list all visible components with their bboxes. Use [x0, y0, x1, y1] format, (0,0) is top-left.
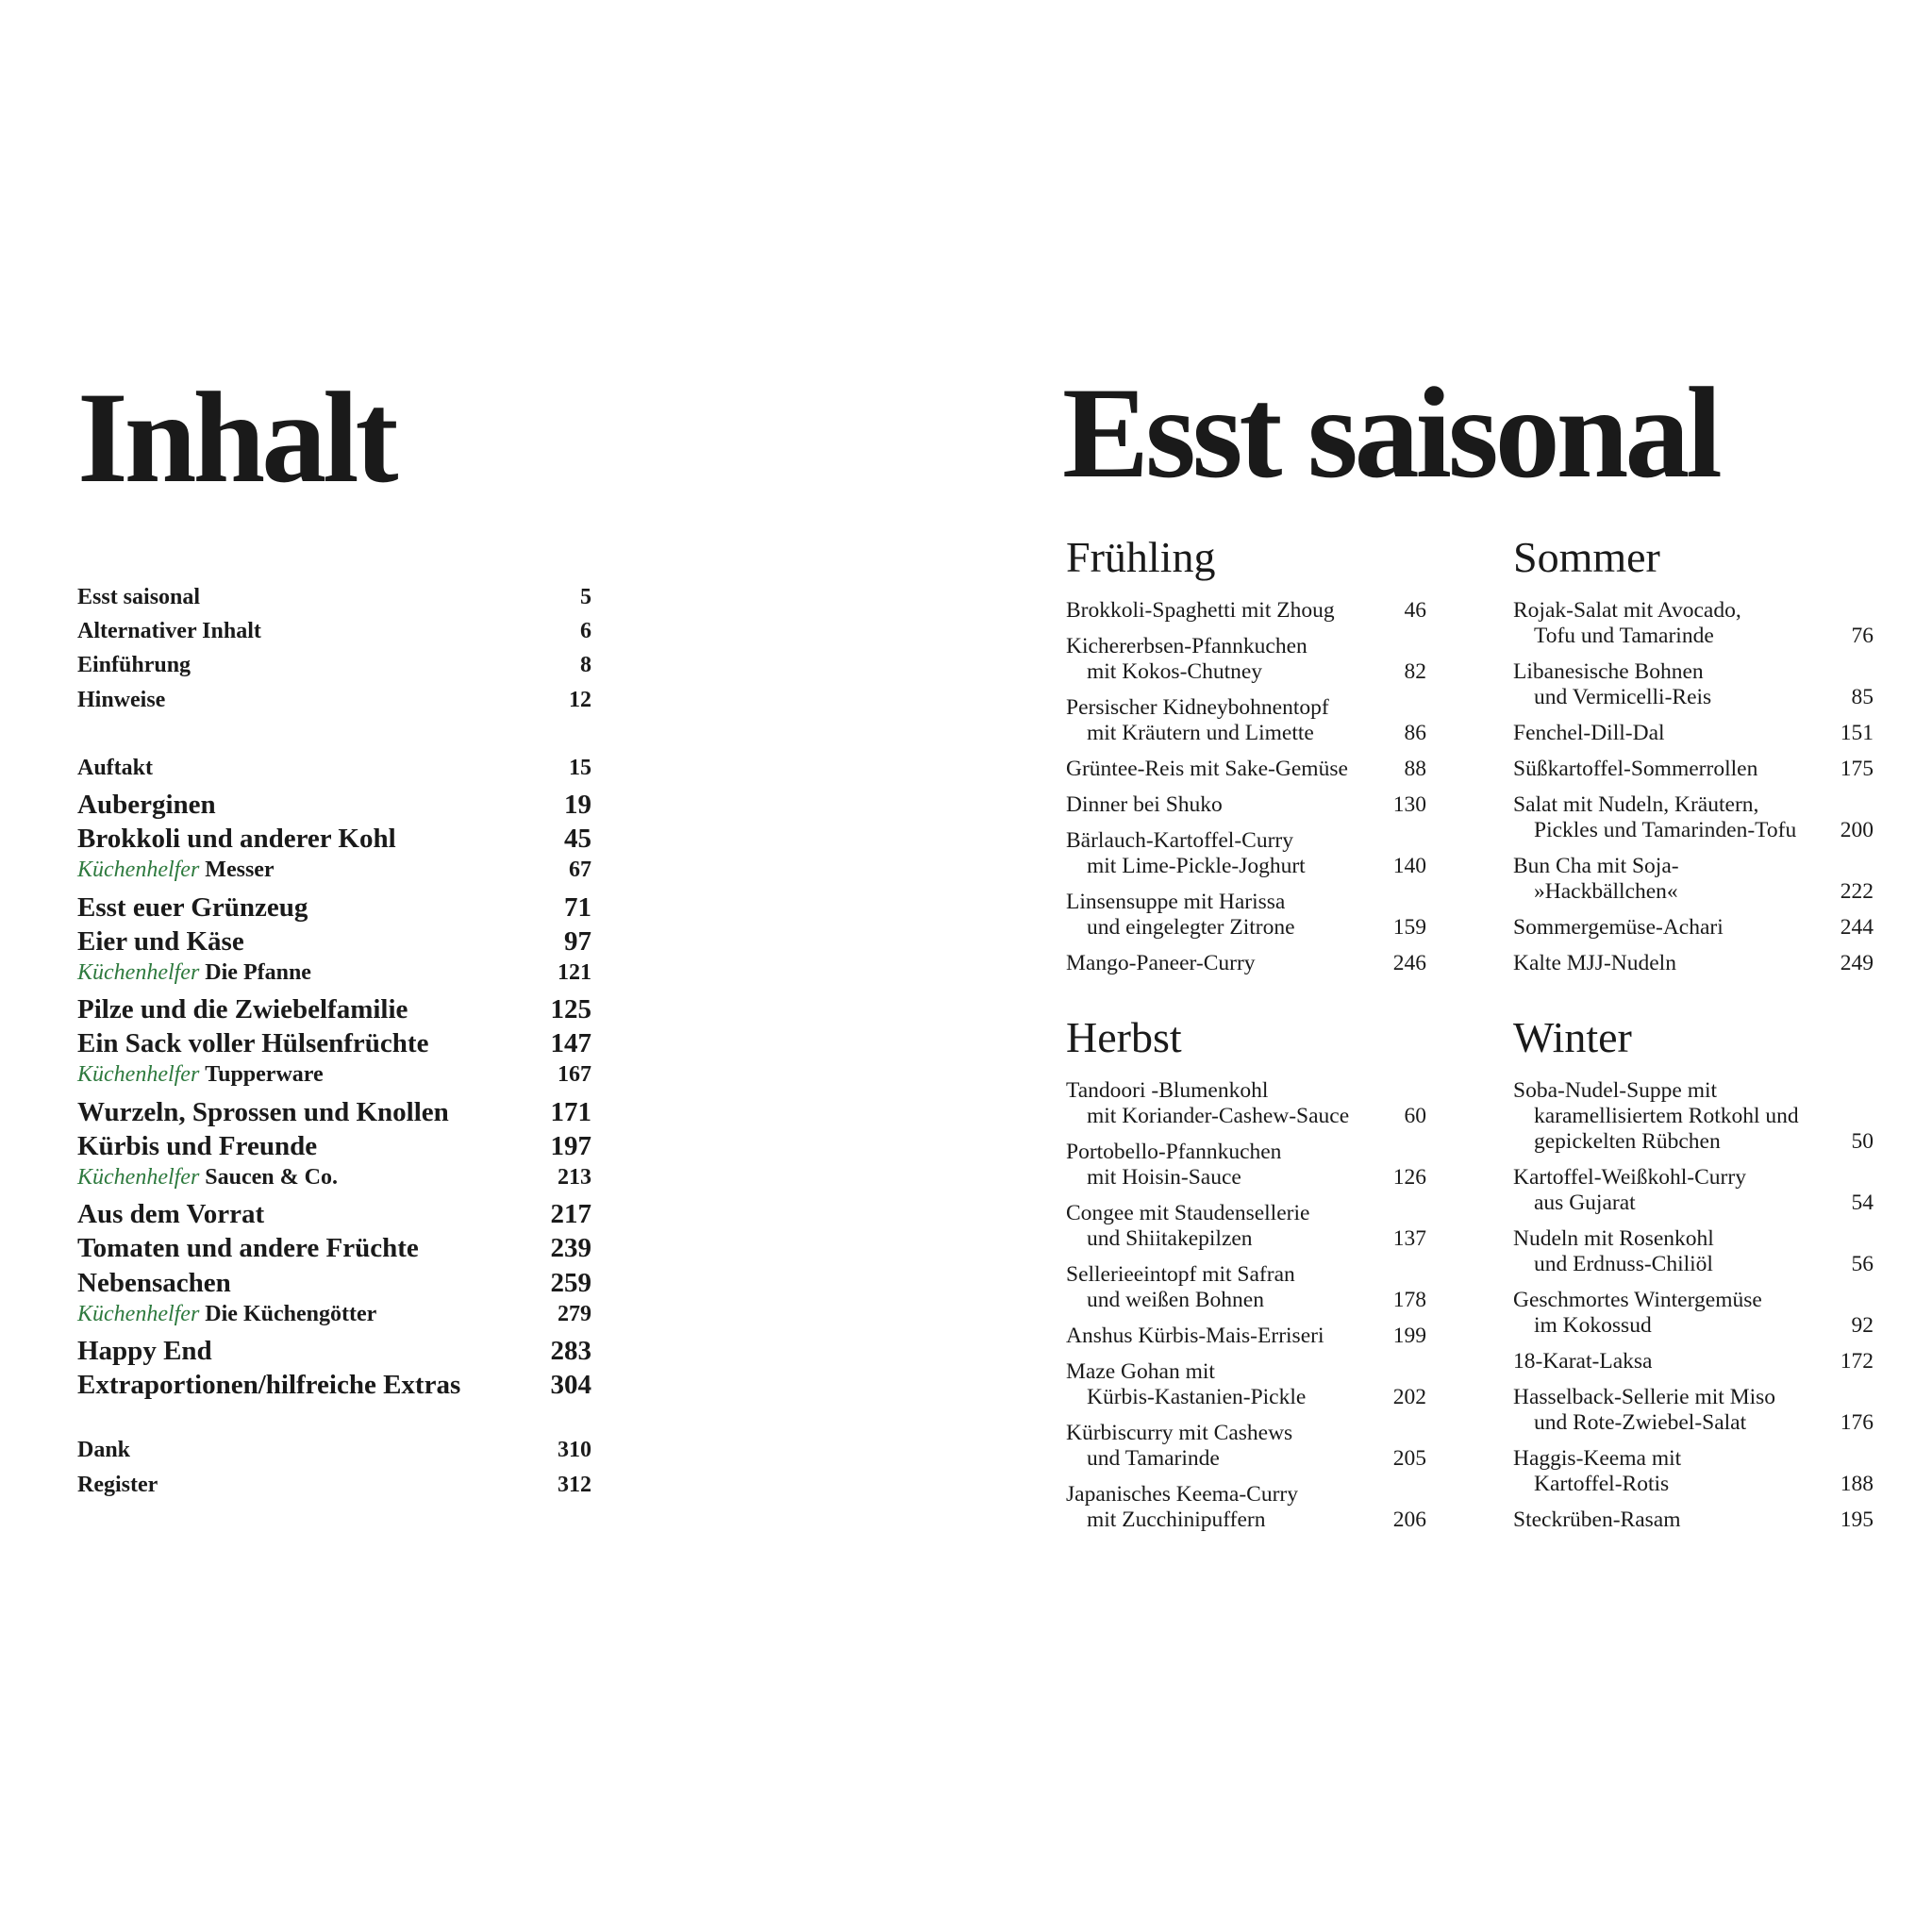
- toc-entry-label: Register: [77, 1472, 158, 1497]
- left-page: [77, 0, 606, 1932]
- kuechenhelfer-label: Küchenhelfer: [77, 959, 200, 985]
- recipe-entry[interactable]: [1513, 1226, 1874, 1277]
- recipe-entry[interactable]: [1066, 1421, 1426, 1472]
- recipe-page-number: 92: [1851, 1313, 1874, 1338]
- page-title: Inhalt: [77, 365, 395, 509]
- recipe-entry[interactable]: [1513, 1288, 1874, 1339]
- recipe-title-line: und Shiitakepilzen: [1087, 1226, 1253, 1251]
- season-herbst: [1066, 1013, 1426, 1543]
- toc-entry[interactable]: [77, 892, 591, 926]
- recipe-page-number: 85: [1851, 685, 1874, 709]
- toc-entry-page: 171: [550, 1096, 591, 1127]
- recipe-title-line: Geschmortes Wintergemüse: [1513, 1288, 1762, 1312]
- recipe-page-number: 222: [1840, 879, 1874, 904]
- toc-entry-title: [77, 892, 308, 924]
- toc-entry[interactable]: [77, 756, 591, 790]
- recipe-page-number: 206: [1392, 1507, 1426, 1532]
- toc-entry-page: 6: [580, 619, 591, 644]
- toc-entry-label: Ein Sack voller Hülsenfrüchte: [77, 1028, 429, 1059]
- toc-entry-title: [77, 1028, 428, 1059]
- toc-entry-title: [77, 1131, 317, 1162]
- toc-entry[interactable]: [77, 824, 591, 858]
- recipe-title-line: mit Kokos-Chutney: [1087, 659, 1263, 684]
- right-page: [1062, 0, 1892, 1932]
- toc-entry[interactable]: [77, 1473, 591, 1507]
- toc-entry-label: Hinweise: [77, 687, 166, 712]
- toc-entry[interactable]: [77, 1438, 591, 1472]
- recipe-title-line: Süßkartoffel-Sommerrollen: [1513, 757, 1758, 781]
- recipe-title-line: und Rote-Zwiebel-Salat: [1534, 1410, 1747, 1435]
- recipe-title-line: Portobello-Pfannkuchen: [1066, 1140, 1282, 1164]
- toc-entry-page: 97: [564, 925, 591, 957]
- recipe-entry[interactable]: [1066, 598, 1426, 624]
- kuechenhelfer-label: Küchenhelfer: [77, 1062, 200, 1088]
- recipe-title-line: mit Zucchinipuffern: [1087, 1507, 1266, 1532]
- recipe-title-line: Kartoffel-Weißkohl-Curry: [1513, 1165, 1746, 1190]
- recipe-title-line: Sommergemüse-Achari: [1513, 915, 1724, 940]
- toc-entry[interactable]: [77, 1165, 591, 1199]
- recipe-page-number: 137: [1392, 1226, 1426, 1251]
- season-heading: Winter: [1513, 1013, 1632, 1061]
- toc-entry-title: [77, 1062, 324, 1088]
- toc-entry-title: [77, 960, 311, 986]
- recipe-title-line: Haggis-Keema mit: [1513, 1446, 1682, 1471]
- toc-entry[interactable]: [77, 1268, 591, 1302]
- toc-entry-page: 304: [550, 1370, 591, 1401]
- toc-entry-title: [77, 858, 275, 883]
- recipe-page-number: 249: [1840, 951, 1874, 975]
- toc-entry[interactable]: [77, 1370, 591, 1404]
- recipe-entry[interactable]: [1513, 1078, 1874, 1155]
- toc-group: [77, 1438, 591, 1506]
- recipe-entry[interactable]: [1066, 1324, 1426, 1349]
- recipe-entry[interactable]: [1513, 854, 1874, 905]
- recipe-title-line: Kichererbsen-Pfannkuchen: [1066, 634, 1307, 658]
- recipe-title-line: Tandoori -Blumenkohl: [1066, 1078, 1269, 1103]
- toc-entry[interactable]: [77, 1199, 591, 1233]
- recipe-entry[interactable]: [1066, 1482, 1426, 1533]
- recipe-entry[interactable]: [1513, 757, 1874, 782]
- recipe-title-line: 18-Karat-Laksa: [1513, 1349, 1653, 1374]
- recipe-page-number: 178: [1392, 1288, 1426, 1312]
- recipe-title-line: Anshus Kürbis-Mais-Erriseri: [1066, 1324, 1324, 1348]
- recipe-entry[interactable]: [1513, 659, 1874, 710]
- recipe-title-line: Fenchel-Dill-Dal: [1513, 721, 1665, 745]
- season-heading: Sommer: [1513, 533, 1660, 581]
- kuechenhelfer-label: Küchenhelfer: [77, 858, 200, 883]
- toc-entry-page: 147: [550, 1028, 591, 1059]
- toc-entry-title: [77, 790, 216, 821]
- recipe-entry[interactable]: [1066, 890, 1426, 941]
- recipe-page-number: 200: [1840, 818, 1874, 842]
- recipe-title-line: Libanesische Bohnen: [1513, 659, 1704, 684]
- kuechenhelfer-label: Küchenhelfer: [77, 1165, 200, 1190]
- recipe-title-line: karamellisiertem Rotkohl und: [1534, 1104, 1799, 1128]
- recipe-title-line: Sellerieeintopf mit Safran: [1066, 1262, 1295, 1287]
- toc-entry-page: 217: [550, 1199, 591, 1230]
- recipe-title-line: Hasselback-Sellerie mit Miso: [1513, 1385, 1776, 1409]
- recipe-page-number: 176: [1840, 1410, 1874, 1435]
- recipe-page-number: 151: [1840, 721, 1874, 745]
- recipe-title-line: Linsensuppe mit Harissa: [1066, 890, 1286, 914]
- recipe-title-line: Kalte MJJ-Nudeln: [1513, 951, 1676, 975]
- recipe-page-number: 76: [1851, 624, 1874, 648]
- toc-entry[interactable]: [77, 1062, 591, 1096]
- toc-entry-label: Nebensachen: [77, 1267, 231, 1298]
- toc-entry-page: 310: [558, 1438, 591, 1463]
- toc-entry-label: Brokkoli und anderer Kohl: [77, 824, 396, 855]
- recipe-title-line: gepickelten Rübchen: [1534, 1129, 1721, 1154]
- toc-entry-page: 12: [569, 687, 591, 712]
- toc-entry-page: 19: [564, 789, 591, 820]
- recipe-title-line: mit Kräutern und Limette: [1087, 721, 1314, 745]
- toc-entry-label: Happy End: [77, 1335, 212, 1366]
- toc-entry[interactable]: [77, 585, 591, 619]
- toc-entry-label: Extraportionen/hilfreiche Extras: [77, 1370, 461, 1401]
- recipe-page-number: 188: [1840, 1472, 1874, 1496]
- recipe-entry[interactable]: [1066, 695, 1426, 746]
- toc-entry-title: [77, 585, 200, 610]
- recipe-page-number: 56: [1851, 1252, 1874, 1276]
- season-fruehling: [1066, 533, 1426, 987]
- recipe-entry[interactable]: [1513, 1165, 1874, 1216]
- recipe-entry[interactable]: [1513, 598, 1874, 649]
- recipe-title-line: aus Gujarat: [1534, 1191, 1636, 1215]
- recipe-page-number: 50: [1851, 1129, 1874, 1154]
- toc-entry-page: 5: [580, 585, 591, 609]
- toc-entry-page: 197: [550, 1130, 591, 1161]
- season-heading: Herbst: [1066, 1013, 1182, 1061]
- toc-entry-label: Aus dem Vorrat: [77, 1199, 265, 1230]
- toc-entry-label: Messer: [205, 858, 275, 883]
- toc-entry[interactable]: [77, 858, 591, 891]
- recipe-page-number: 205: [1392, 1446, 1426, 1471]
- toc-entry-label: Auftakt: [77, 755, 154, 780]
- toc-entry-page: 125: [550, 994, 591, 1025]
- toc-entry-label: Pilze und die Zwiebelfamilie: [77, 994, 408, 1025]
- toc-entry-page: 279: [558, 1301, 591, 1326]
- toc-entry-title: [77, 1233, 419, 1264]
- recipe-page-number: 175: [1840, 757, 1874, 781]
- toc-entry-label: Kürbis und Freunde: [77, 1130, 318, 1161]
- toc-entry-title: [77, 1268, 231, 1299]
- toc-entry-title: [77, 1336, 212, 1367]
- recipe-title-line: Congee mit Staudensellerie: [1066, 1201, 1310, 1225]
- toc-entry[interactable]: [77, 926, 591, 960]
- recipe-entry[interactable]: [1513, 951, 1874, 976]
- toc-entry-page: 283: [550, 1335, 591, 1366]
- recipe-entry[interactable]: [1066, 951, 1426, 976]
- recipe-title-line: Kürbiscurry mit Cashews: [1066, 1421, 1293, 1445]
- recipe-title-line: Brokkoli-Spaghetti mit Zhoug: [1066, 598, 1335, 623]
- recipe-title-line: mit Hoisin-Sauce: [1087, 1165, 1241, 1190]
- recipe-title-line: Bun Cha mit Soja-: [1513, 854, 1679, 878]
- recipe-entry[interactable]: [1513, 1349, 1874, 1374]
- toc-entry-label: Esst euer Grünzeug: [77, 891, 308, 923]
- toc-entry-title: [77, 1473, 158, 1498]
- toc-entry-page: 213: [558, 1165, 591, 1190]
- toc-entry-label: Tupperware: [205, 1062, 324, 1088]
- recipe-entry[interactable]: [1066, 1359, 1426, 1410]
- toc-entry[interactable]: [77, 1302, 591, 1336]
- recipe-entry[interactable]: [1513, 915, 1874, 941]
- toc-entry-label: Die Pfanne: [205, 959, 311, 985]
- recipe-title-line: und Erdnuss-Chiliöl: [1534, 1252, 1713, 1276]
- recipe-entry[interactable]: [1513, 792, 1874, 843]
- toc-entry-label: Saucen & Co.: [205, 1165, 338, 1190]
- toc-entry-page: 71: [564, 891, 591, 923]
- recipe-entry[interactable]: [1513, 1507, 1874, 1533]
- recipe-title-line: »Hackbällchen«: [1534, 879, 1678, 904]
- toc-entry-page: 45: [564, 824, 591, 855]
- recipe-entry[interactable]: [1066, 1140, 1426, 1191]
- recipe-entry[interactable]: [1066, 828, 1426, 879]
- recipe-title-line: und Vermicelli-Reis: [1534, 685, 1712, 709]
- recipe-page-number: 202: [1392, 1385, 1426, 1409]
- recipe-page-number: 82: [1404, 659, 1426, 684]
- toc-entry-page: 312: [558, 1472, 591, 1497]
- toc-entry-title: [77, 688, 165, 713]
- recipe-title-line: Rojak-Salat mit Avocado,: [1513, 598, 1741, 623]
- recipe-entry[interactable]: [1066, 757, 1426, 782]
- recipe-title-line: Nudeln mit Rosenkohl: [1513, 1226, 1714, 1251]
- recipe-title-line: Kürbis-Kastanien-Pickle: [1087, 1385, 1307, 1409]
- recipe-title-line: und Tamarinde: [1087, 1446, 1220, 1471]
- recipe-page-number: 88: [1404, 757, 1426, 781]
- recipe-page-number: 195: [1840, 1507, 1874, 1532]
- toc-entry[interactable]: [77, 1097, 591, 1131]
- toc-entry-label: Tomaten und andere Früchte: [77, 1233, 419, 1264]
- toc-entry-label: Esst saisonal: [77, 585, 201, 609]
- toc-group: [77, 756, 591, 1405]
- toc-entry-label: Wurzeln, Sprossen und Knollen: [77, 1096, 449, 1127]
- toc-entry-title: [77, 1438, 130, 1463]
- recipe-title-line: Pickles und Tamarinden-Tofu: [1534, 818, 1797, 842]
- season-sommer: [1513, 533, 1874, 987]
- recipe-entry[interactable]: [1513, 1446, 1874, 1497]
- toc-entry[interactable]: [77, 1233, 591, 1267]
- recipe-title-line: Mango-Paneer-Curry: [1066, 951, 1256, 975]
- recipe-page-number: 60: [1404, 1104, 1426, 1128]
- recipe-entry[interactable]: [1066, 634, 1426, 685]
- recipe-title-line: Steckrüben-Rasam: [1513, 1507, 1681, 1532]
- recipe-entry[interactable]: [1066, 1262, 1426, 1313]
- recipe-entry[interactable]: [1066, 792, 1426, 818]
- recipe-page-number: 86: [1404, 721, 1426, 745]
- recipe-page-number: 159: [1392, 915, 1426, 940]
- toc-entry[interactable]: [77, 790, 591, 824]
- kuechenhelfer-label: Küchenhelfer: [77, 1301, 200, 1326]
- recipe-title-line: mit Koriander-Cashew-Sauce: [1087, 1104, 1350, 1128]
- table-of-contents: [77, 585, 591, 1541]
- recipe-page-number: 172: [1840, 1349, 1874, 1374]
- toc-entry-page: 239: [550, 1233, 591, 1264]
- toc-entry-label: Auberginen: [77, 789, 216, 820]
- toc-entry-title: [77, 756, 153, 781]
- recipe-page-number: 54: [1851, 1191, 1874, 1215]
- recipe-entry[interactable]: [1513, 721, 1874, 746]
- toc-entry-title: [77, 619, 261, 644]
- recipe-title-line: und weißen Bohnen: [1087, 1288, 1264, 1312]
- recipe-title-line: im Kokossud: [1534, 1313, 1652, 1338]
- toc-entry-label: Eier und Käse: [77, 925, 244, 957]
- section-title: Esst saisonal: [1062, 360, 1719, 505]
- recipe-entry[interactable]: [1066, 1201, 1426, 1252]
- recipe-title-line: Maze Gohan mit: [1066, 1359, 1215, 1384]
- toc-entry[interactable]: [77, 1131, 591, 1165]
- toc-entry-page: 8: [580, 653, 591, 678]
- toc-entry-title: [77, 1097, 449, 1128]
- toc-entry-title: [77, 994, 408, 1025]
- recipe-page-number: 244: [1840, 915, 1874, 940]
- recipe-entry[interactable]: [1066, 1078, 1426, 1129]
- recipe-page-number: 46: [1404, 598, 1426, 623]
- toc-entry-label: Dank: [77, 1438, 131, 1463]
- toc-entry-title: [77, 824, 396, 855]
- toc-entry[interactable]: [77, 619, 591, 653]
- recipe-entry[interactable]: [1513, 1385, 1874, 1436]
- recipe-page-number: 130: [1392, 792, 1426, 817]
- toc-entry[interactable]: [77, 994, 591, 1028]
- recipe-title-line: Bärlauch-Kartoffel-Curry: [1066, 828, 1293, 853]
- toc-entry-label: Die Küchengötter: [205, 1301, 377, 1326]
- recipe-title-line: und eingelegter Zitrone: [1087, 915, 1295, 940]
- recipe-title-line: Kartoffel-Rotis: [1534, 1472, 1670, 1496]
- recipe-title-line: Soba-Nudel-Suppe mit: [1513, 1078, 1718, 1103]
- toc-entry-title: [77, 926, 244, 958]
- toc-entry[interactable]: [77, 688, 591, 722]
- recipe-title-line: Salat mit Nudeln, Kräutern,: [1513, 792, 1759, 817]
- recipe-page-number: 126: [1392, 1165, 1426, 1190]
- recipe-title-line: Japanisches Keema-Curry: [1066, 1482, 1299, 1507]
- recipe-title-line: Dinner bei Shuko: [1066, 792, 1223, 817]
- toc-entry[interactable]: [77, 1336, 591, 1370]
- recipe-title-line: Persischer Kidneybohnentopf: [1066, 695, 1329, 720]
- recipe-title-line: Tofu und Tamarinde: [1534, 624, 1714, 648]
- toc-entry-title: [77, 1302, 376, 1327]
- toc-entry-page: 15: [569, 755, 591, 780]
- toc-entry-title: [77, 1165, 338, 1191]
- recipe-title-line: Grüntee-Reis mit Sake-Gemüse: [1066, 757, 1348, 781]
- toc-entry-page: 259: [550, 1267, 591, 1298]
- toc-entry[interactable]: [77, 960, 591, 994]
- recipe-page-number: 199: [1392, 1324, 1426, 1348]
- toc-entry-title: [77, 1370, 460, 1401]
- recipe-title-line: mit Lime-Pickle-Joghurt: [1087, 854, 1306, 878]
- toc-entry-label: Einführung: [77, 653, 192, 678]
- recipe-page-number: 246: [1392, 951, 1426, 975]
- season-winter: [1513, 1013, 1874, 1543]
- toc-entry-page: 121: [558, 959, 591, 985]
- season-heading: Frühling: [1066, 533, 1216, 581]
- toc-entry[interactable]: [77, 1028, 591, 1062]
- toc-group: [77, 585, 591, 722]
- toc-entry-title: [77, 653, 191, 678]
- toc-entry-page: 67: [569, 858, 591, 883]
- toc-entry-label: Alternativer Inhalt: [77, 619, 261, 644]
- toc-entry-page: 167: [558, 1062, 591, 1088]
- toc-entry-title: [77, 1199, 264, 1230]
- recipe-page-number: 140: [1392, 854, 1426, 878]
- toc-entry[interactable]: [77, 653, 591, 687]
